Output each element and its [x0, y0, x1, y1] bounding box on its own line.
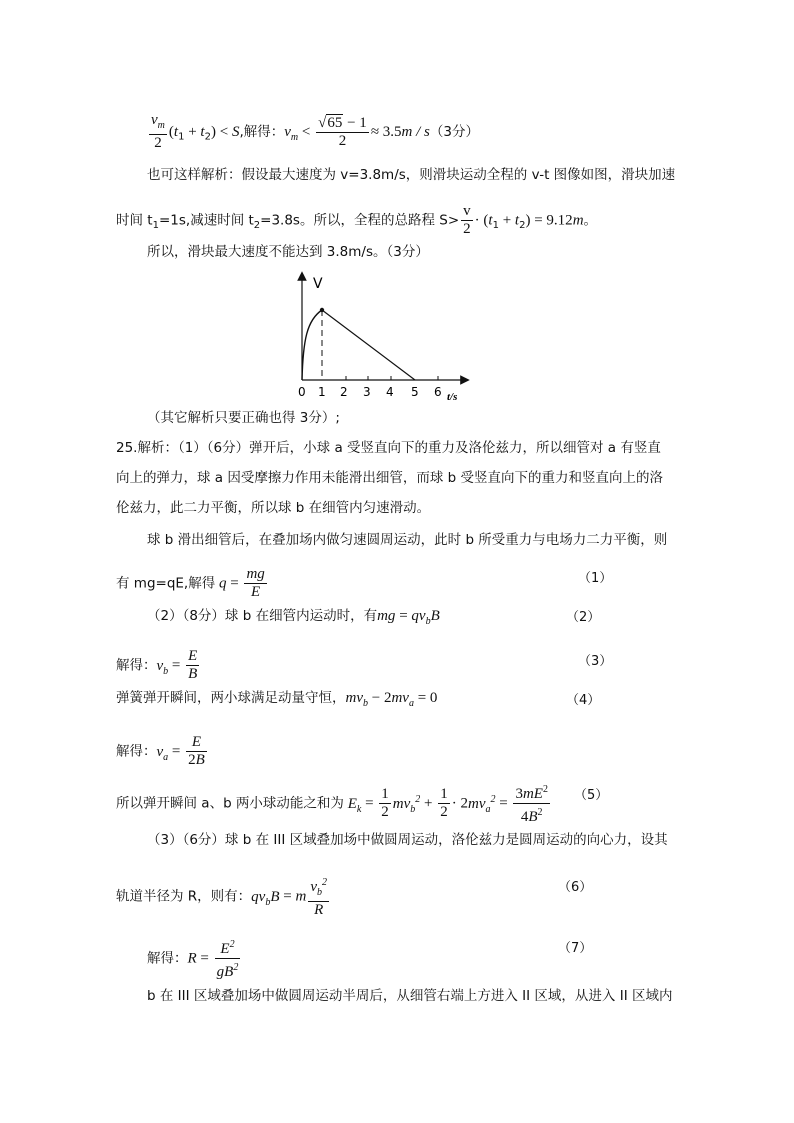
- p25-line-11: （3）（6分）球 b 在 III 区域叠加场中做圆周运动，洛伦兹力是圆周运动的向心力，设其: [147, 832, 668, 848]
- tick-label: 3: [363, 385, 371, 399]
- p25-line-8: 弹簧弹开瞬间，两小球满足动量守恒，$mv_b - 2mv_a = 0$: [116, 690, 438, 709]
- text-line-4: 所以，滑块最大速度不能达到 3.8m/s。（3分）: [147, 244, 429, 260]
- eq-number: （7）: [558, 941, 593, 956]
- tick-label: 2: [340, 385, 348, 399]
- p25-line-1: 25.解析：（1）（6分）弹开后，小球 a 受竖直向下的重力及洛伦兹力，所以细管对 a 有竖直: [116, 440, 661, 456]
- tick-label: 1: [318, 385, 326, 399]
- tick-label: 4: [386, 385, 394, 399]
- eq-number: （5）: [574, 788, 609, 803]
- equation-line-1: $\frac{v_m}{2}$ $(t_1 + t_2) < S$,解得：$v_m$ < $\frac{√65 - 1}{2}$ ≈ 3.5m / s（3分）: [151, 112, 479, 151]
- p25-line-6: （2）（8分）球 b 在细管内运动时，有mg = $qv_bB$: [147, 608, 440, 627]
- peak-point: [320, 308, 324, 312]
- p25-line-9: 解得：$v_a$ = $\frac{E}{2B}$: [116, 734, 205, 768]
- p25-line-12: 轨道半径为 R，则有：$qv_bB = m$ $\frac{v_b^2}{R}$: [116, 874, 331, 919]
- tick-label: 6: [434, 385, 442, 399]
- x-label: t/s: [447, 391, 458, 402]
- p25-line-7: 解得：$v_b$ = $\frac{E}{B}$: [116, 648, 198, 682]
- eq-number: （2）: [566, 610, 601, 625]
- accel-curve: [302, 310, 322, 380]
- eq-number: （4）: [566, 693, 601, 708]
- p25-line-5: 有 mg=qE,解得 q = $\frac{mg}{E}$: [116, 566, 265, 600]
- p25-line-2: 向上的弹力，球 a 因受摩擦力作用未能滑出细管，而球 b 受竖直向下的重力和竖直向上的洛: [116, 470, 664, 486]
- p25-line-14: b 在 III 区域叠加场中做圆周运动半周后，从细管右端上方进入 II 区域，从进入 II 区域内: [147, 988, 673, 1004]
- text-line-5: （其它解析只要正确也得 3分）;: [147, 410, 340, 426]
- eq-number: （6）: [558, 880, 593, 895]
- tick-label: 5: [411, 385, 419, 399]
- p25-line-13: 解得：R = $\frac{E^2}{gB^2}$: [147, 936, 242, 981]
- p25-line-4: 球 b 滑出细管后，在叠加场内做匀速圆周运动，此时 b 所受重力与电场力二力平衡，则: [147, 532, 668, 548]
- decel-line: [322, 310, 415, 380]
- eq-number: （1）: [578, 571, 613, 586]
- vt-graph: [287, 268, 477, 402]
- y-label: V: [313, 276, 323, 292]
- eq-number: （3）: [578, 654, 613, 669]
- p25-line-10: 所以弹开瞬间 a、b 两小球动能之和为 $E_k$ = $\frac{1}{2}$ $mv_b^2$ + $\frac{1}{2}$ · $2mv_a^2$ = $\frac{3mE^2}{4B^2}$: [116, 781, 552, 826]
- tick-label: 0: [298, 385, 306, 399]
- p25-line-3: 伦兹力，此二力平衡，所以球 b 在细管内匀速滑动。: [116, 500, 431, 516]
- text-line-2: 也可这样解析：假设最大速度为 v=3.8m/s，则滑块运动全程的 v-t 图像如图，滑块加速: [147, 167, 676, 183]
- text-line-3: 时间 $t_1=1s$,减速时间 $t_2=3.8s$。所以，全程的总路程 S> $\frac{v}{2}$ · $(t_1 + t_2) = 9.12m$。: [116, 203, 598, 237]
